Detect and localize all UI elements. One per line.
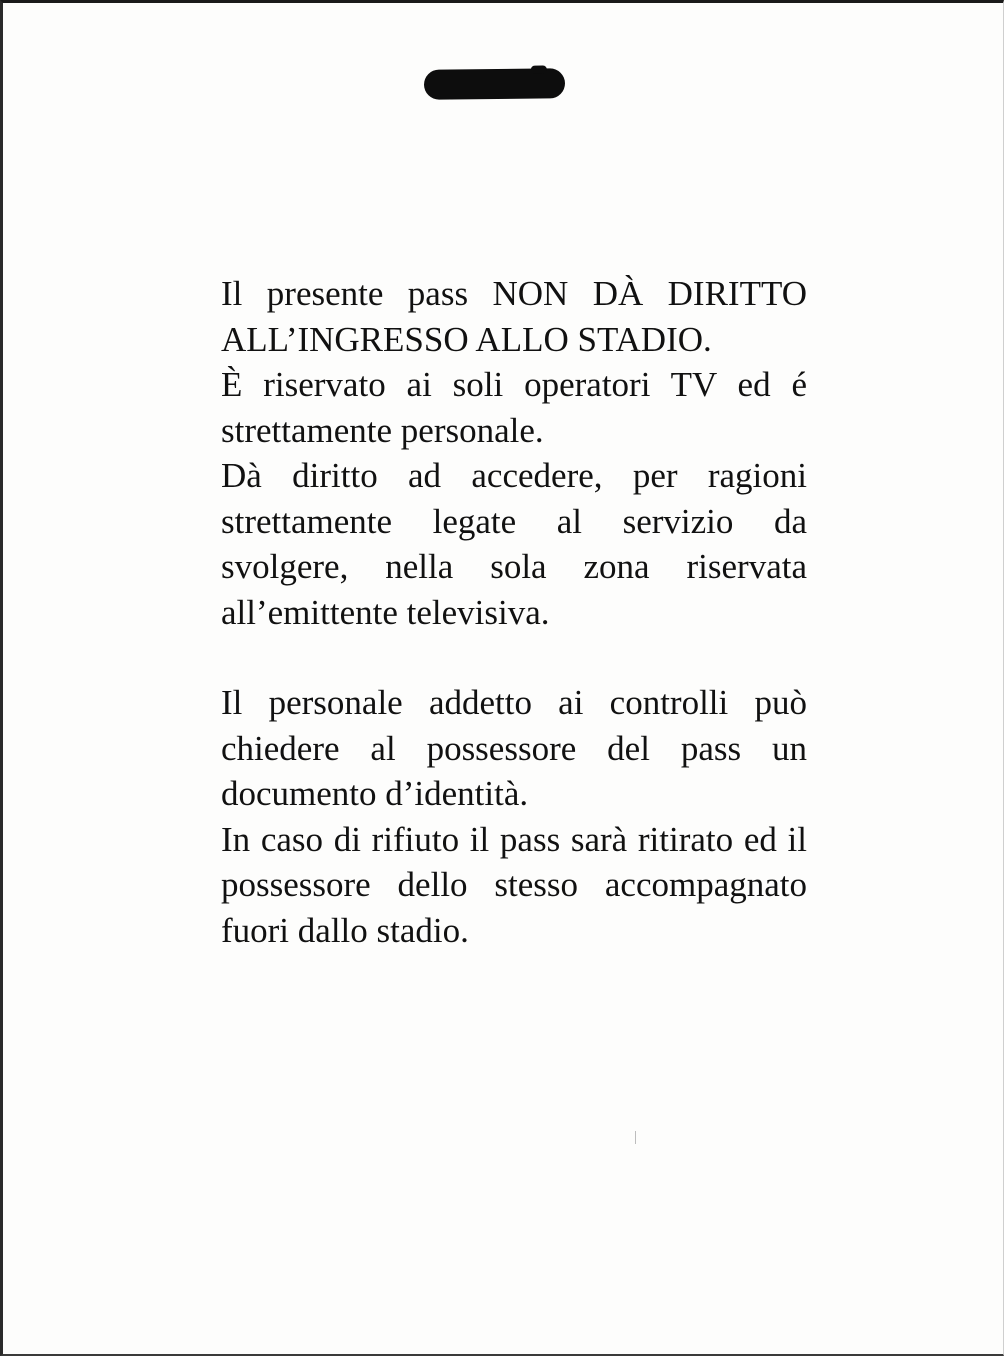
notice-line-refusal: In caso di rifiuto il pass sarà ritirato ed il possessore dello stesso accompagnato fuori dallo stadio.	[221, 819, 807, 950]
paper-speck	[635, 1131, 636, 1144]
paragraph-gap	[221, 635, 807, 680]
notice-line-access: Dà diritto ad accedere, per ragioni strettamente legate al servizio da svolgere, nella sola zona riservata all’emittente televisiva.	[221, 456, 807, 632]
notice-line-id-check: Il personale addetto ai controlli può chiedere al possessore del pass un documento d’identità.	[221, 683, 807, 813]
notice-line-reserved: È riservato ai soli operatori TV ed é strettamente personale.	[221, 365, 807, 450]
notice-line-no-entry: Il presente pass NON DÀ DIRITTO ALL’INGRESSO ALLO STADIO.	[221, 274, 807, 359]
notice-text	[221, 271, 807, 953]
lanyard-slot	[424, 68, 565, 99]
